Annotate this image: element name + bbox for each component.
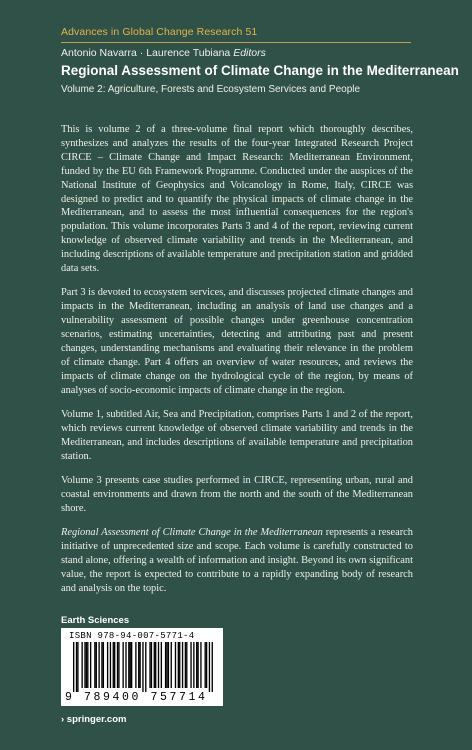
blurb-text	[61, 123, 413, 606]
series-name: Advances in Global Change Research 51	[61, 26, 258, 38]
isbn-number: ISBN 978-94-007-5771-4	[69, 631, 195, 641]
barcode-bar	[154, 642, 155, 688]
barcode-bar	[130, 642, 131, 688]
barcode-bar	[196, 642, 197, 688]
barcode-bar	[205, 642, 206, 688]
barcode-bar	[114, 642, 115, 688]
barcode-bar	[182, 642, 183, 688]
publisher-url: › springer.com	[61, 714, 127, 725]
barcode-bar	[168, 642, 169, 688]
barcode-bar	[77, 642, 78, 692]
barcode-bar	[179, 642, 180, 688]
barcode-bar	[212, 642, 213, 692]
barcode-bar	[84, 642, 85, 688]
barcode-bar	[158, 642, 159, 688]
barcode-bar	[175, 642, 176, 688]
paragraph-2: Part 3 is devoted to ecosystem services, and discusses projected climate changes and impacts in the Mediterranean, including an analysis of land use changes and a vulnerability assessment of possible changes under greenhouse concentration scenarios, estimating uncertainties, detecting and attributing past and present changes, understanding mechanisms and evaluating their relevance in the problem of climate change. Part 4 offers an overview of water resources, and reviews the impacts of climate change on the hydrological cycle of the region, by means of analyses of socio-economic impacts of climate change in the region.	[61, 287, 413, 396]
paragraph-4: Volume 3 presents case studies performed in CIRCE, representing urban, rural and coastal environments and drawn from the north and the south of the Mediterranean shore.	[61, 475, 413, 514]
barcode-bars	[73, 642, 213, 692]
editor-names: Antonio Navarra · Laurence Tubiana	[61, 47, 231, 59]
barcode-bar	[87, 642, 88, 688]
divider-line	[61, 42, 411, 43]
barcode-bar	[145, 642, 146, 692]
barcode-bar	[117, 642, 118, 688]
barcode-bar	[101, 642, 102, 688]
barcode-bar	[96, 642, 97, 688]
barcode-bar	[142, 642, 143, 692]
barcode-bar	[76, 642, 77, 692]
barcode-bar	[103, 642, 104, 688]
barcode-bar	[151, 642, 152, 688]
barcode-bar	[166, 642, 167, 688]
barcode-bar	[185, 642, 186, 688]
barcode-bar	[128, 642, 129, 688]
paragraph-1: This is volume 2 of a three-volume final report which thoroughly describes, synthesizes and analyzes the results of the four-year Integrated Research Project CIRCE – Climate Change and Impact Research: Mediterranean Environment, funded by the EU 6th Framework Programme. Conducted under the auspices of the National Institute of Geophysics and Volcanology in Rome, Italy, CIRCE was designed to predict and to quantify the physical impacts of climate change in the Mediterranean, and to assess the most influential consequences for the region's population. This volume incorporates Parts 3 and 4 of the report, reviewing current knowledge of observed climate variability and trends in the Mediterranean, and including descriptions of available temperature and precipitation station and gridded data sets.	[61, 124, 413, 275]
barcode-bar	[86, 642, 87, 688]
barcode-bar	[149, 642, 150, 688]
barcode-bar	[138, 642, 139, 688]
paragraph-5-text: represents a research initiative of unprecedented size and scope. Each volume is carefully constructed to stand alone, offering a wealth of information and insight. Beyond its own significant value, the report is expected to contribute to a rapidly expanding body of research and analysis on the topic.	[61, 527, 413, 594]
barcode-bar	[155, 642, 156, 688]
paragraph-5	[61, 526, 413, 596]
barcode-bar	[197, 642, 198, 688]
barcode-bar	[125, 642, 126, 688]
barcode-bar	[209, 642, 210, 692]
barcode-bar	[98, 642, 99, 688]
barcode-digits: 9 789400 757714	[65, 691, 208, 704]
barcode-bar	[190, 642, 191, 688]
paragraph-5-title: Regional Assessment of Climate Change in the Mediterranean	[61, 527, 323, 539]
barcode-bar	[94, 642, 95, 688]
paragraph-3: Volume 1, subtitled Air, Sea and Precipitation, comprises Parts 1 and 2 of the report, which reviews current knowledge of observed climate variability and trends in the Mediterranean, and includes descriptions of available temperature and precipitation station.	[61, 409, 413, 462]
barcode-bar	[193, 642, 194, 688]
barcode-bar	[131, 642, 132, 688]
book-title: Regional Assessment of Climate Change in the Mediterranean	[61, 63, 459, 78]
editors-line	[61, 47, 266, 59]
barcode-bar	[135, 642, 136, 688]
barcode-bar	[113, 642, 114, 688]
barcode-bar	[206, 642, 207, 688]
barcode-bar	[139, 642, 140, 688]
barcode-bar	[122, 642, 123, 688]
barcode-bar	[178, 642, 179, 688]
barcode-bar	[161, 642, 162, 688]
barcode-bar	[110, 642, 111, 688]
isbn-barcode	[61, 628, 223, 706]
barcode-bar	[118, 642, 119, 688]
barcode-bar	[171, 642, 172, 688]
barcode-bar	[81, 642, 82, 688]
editors-role: Editors	[233, 47, 266, 59]
barcode-bar	[186, 642, 187, 688]
barcode-bar	[90, 642, 91, 688]
barcode-bar	[165, 642, 166, 688]
barcode-bar	[107, 642, 108, 688]
subject-category: Earth Sciences	[61, 615, 130, 626]
barcode-bar	[73, 642, 74, 692]
barcode-bar	[200, 642, 201, 688]
book-subtitle: Volume 2: Agriculture, Forests and Ecosystem Services and People	[61, 84, 361, 95]
